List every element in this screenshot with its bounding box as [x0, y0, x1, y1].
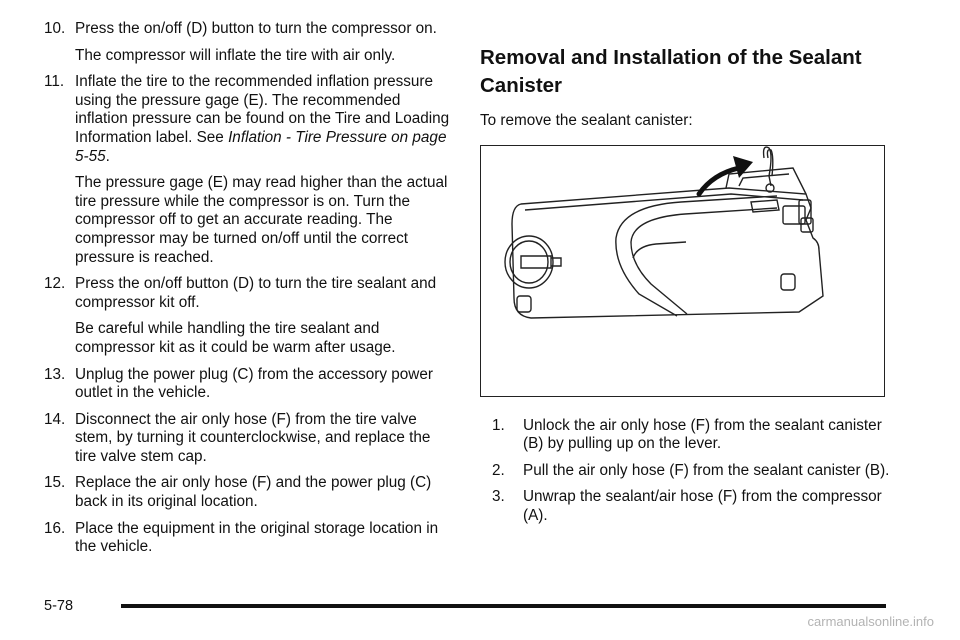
- section-intro: To remove the sealant canister:: [480, 112, 693, 129]
- step-number: 15.: [44, 474, 66, 492]
- step-10: [44, 20, 454, 65]
- step-11: [44, 73, 454, 267]
- step-16: [44, 520, 454, 557]
- removal-step-2: [492, 462, 890, 481]
- section-heading: Removal and Installation of the Sealant Canister: [480, 46, 862, 97]
- step-text: Unlock the air only hose (F) from the sealant canister (B) by pulling up on the lever.: [523, 416, 882, 453]
- step-note: The compressor will inflate the tire with air only.: [75, 46, 396, 64]
- right-column: [480, 44, 890, 534]
- step-14: [44, 411, 454, 467]
- step-number: 11.: [44, 73, 65, 91]
- step-number: 10.: [44, 20, 66, 37]
- sealant-canister-illustration: [480, 145, 885, 397]
- step-text: Press the on/off (D) button to turn the compressor on.: [75, 20, 437, 37]
- removal-step-1: [492, 417, 890, 454]
- step-number: 14.: [44, 410, 66, 428]
- left-column: [44, 20, 454, 565]
- step-text: Pull the air only hose (F) from the sealant canister (B).: [523, 461, 890, 479]
- step-note: Be careful while handling the tire sealant and compressor kit as it could be warm after usage.: [75, 320, 396, 356]
- removal-step-3: [492, 488, 890, 525]
- step-number: 16.: [44, 519, 66, 537]
- step-text: Replace the air only hose (F) and the power plug (C) back in its original location.: [75, 474, 432, 511]
- step-number: 13.: [44, 365, 66, 383]
- cross-reference-link[interactable]: Inflation - Tire Pressure on page 5-55: [75, 128, 447, 165]
- step-text: Place the equipment in the original storage location in the vehicle.: [75, 519, 439, 556]
- step-text: Inflate the tire to the recommended inflation pressure using the pressure gage (E). The recommended inflation pressure can be found on the Tire and Loading Information label. See: [75, 73, 450, 146]
- step-text: Press the on/off button (D) to turn the tire sealant and compressor kit off.: [75, 275, 437, 311]
- step-number: 12.: [44, 275, 66, 293]
- step-text: Disconnect the air only hose (F) from the tire valve stem, by turning it counterclockwise, and replace the tire valve stem cap.: [75, 410, 431, 465]
- step-number: 2.: [492, 461, 505, 479]
- step-text-block: [75, 73, 454, 166]
- step-text: Unplug the power plug (C) from the accessory power outlet in the vehicle.: [75, 365, 433, 402]
- step-text-end: .: [105, 147, 110, 165]
- step-12: [44, 275, 454, 357]
- page-number: 5-78: [44, 598, 74, 614]
- step-13: [44, 366, 454, 403]
- footer-rule: [121, 604, 886, 608]
- canister-drawing: [481, 146, 883, 395]
- step-note: The pressure gage (E) may read higher than the actual tire pressure while the compressor is on. Turn the compressor off to get an accurate reading. The compressor may be turned on/off until the correct pressure is reached.: [75, 174, 448, 266]
- watermark: carmanualsonline.info: [807, 614, 934, 629]
- step-number: 1.: [492, 416, 505, 434]
- removal-steps: [480, 417, 890, 526]
- step-15: [44, 474, 454, 511]
- step-number: 3.: [492, 488, 505, 506]
- step-text: Unwrap the sealant/air hose (F) from the compressor (A).: [523, 488, 882, 524]
